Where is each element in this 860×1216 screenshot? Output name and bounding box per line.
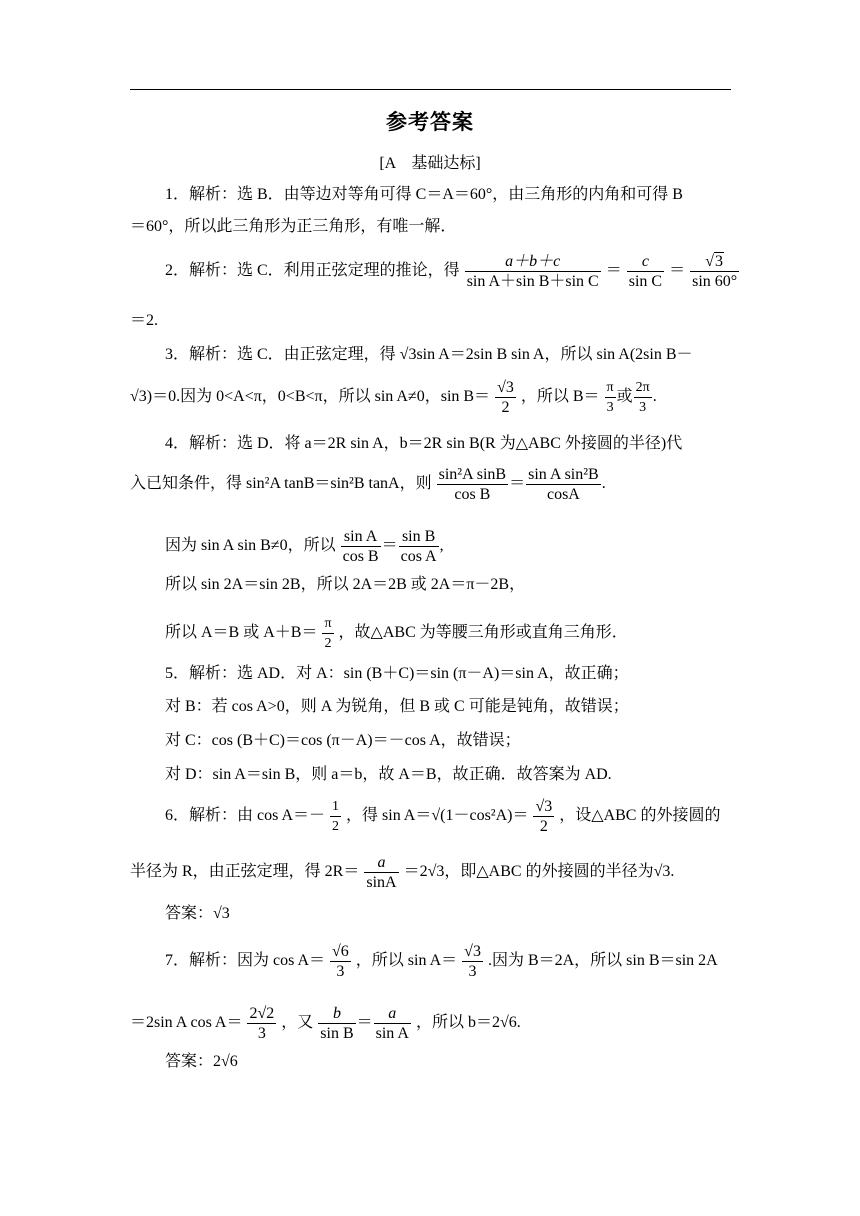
p2-line2: ＝2. [130,312,159,329]
p5-line1: 5．解析：选 AD．对 A：sin (B＋C)＝sin (π－A)＝sin A，故正确； [165,665,629,682]
p4-line4: 所以 sin 2A＝sin 2B，所以 2A＝2B 或 2A＝π－2B， [165,576,526,593]
p7-answer: 答案：2√6 [165,1053,238,1070]
p1-line1: 1．解析：选 B．由等边对等角可得 C＝A＝60°，由三角形的内角和可得 B [165,186,683,203]
p4-fraction-3: $\frac{\text{sin A}}{\text{cos B}}$ [342,528,379,565]
p3-line1: 3．解析：选 C．由正弦定理，得 √3sin A＝2sin B sin A，所以 sin A(2sin B－ [165,346,693,363]
p3-line2: √3)＝0.因为 0<A<π，0<B<π，所以 sin A≠0，sin B＝ $\frac{√3}{2}$ ，所以 B＝ $\frac{\pi}{3}$ 或 $\frac{2\pi}{3}$ . [130,379,657,416]
p4-line3: 因为 sin A sin B≠0，所以 $\frac{\text{sin A}}{\text{cos B}}$ ＝ $\frac{\text{sin B}}{\text{cos A}}$ , [165,528,444,565]
p7-line2: ＝2sin A cos A＝ $\frac{2√2}{3}$ ，又 $\frac{b}{\text{sin B}}$ ＝ $\frac{a}{\text{sin A}}$ ，所以 b＝2√6. [130,1005,521,1042]
p3-fraction-1: $\frac{√3}{2}$ [497,379,514,416]
p4-line1: 4．解析：选 D．将 a＝2R sin A，b＝2R sin B(R 为△ABC 外接圆的半径)代 [165,435,683,452]
p4-fraction-4: $\frac{\text{sin B}}{\text{cos A}}$ [400,528,437,565]
p5-line2: 对 B：若 cos A>0，则 A 为锐角，但 B 或 C 可能是钝角，故错误； [165,698,629,715]
p3-fraction-2: $\frac{\pi}{3}$ [606,380,614,415]
p7-fraction-5: $\frac{a}{\text{sin A}}$ [375,1005,409,1042]
p4-fraction-5: $\frac{\pi}{2}$ [324,616,332,651]
p3-fraction-3: $\frac{2\pi}{3}$ [635,380,650,415]
p4-line2: 入已知条件，得 sin²A tanB＝sin²B tanA，则 $\frac{\text{sin²A sinB}}{\text{cos B}}$ ＝ $\frac{\text{sin A sin²B}}{\cos A}$ . [130,466,606,503]
p1-line2: ＝60°，所以此三角形为正三角形，有唯一解． [130,218,457,235]
p6-line2: 半径为 R，由正弦定理，得 2R＝ $\frac{a}{\sin A}$ ＝2√3，即△ABC 的外接圆的半径为√3. [130,854,675,891]
p6-line1: 6．解析：由 cos A＝－ $\frac{1}{2}$ ，得 sin A＝√(1－cos²A)＝ $\frac{√3}{2}$ ，设△ABC 的外接圆的 [165,798,721,835]
p6-fraction-3: $\frac{a}{\sin A}$ [366,854,397,891]
p2-fraction-2: $\frac{c}{\text{sin C}}$ [628,253,663,290]
p2-fraction-1: $\frac{a+b+c}{\text{sin A＋sin B＋sin C}}$ [466,253,599,290]
p2-line1: 2．解析：选 C．利用正弦定理的推论，得 $\frac{a+b+c}{\text{sin A＋sin B＋sin C}}$ ＝ $\frac{c}{\text{sin C}}$ ＝ $\frac{√3}{\sin 60^\circ}$ [165,253,738,290]
p6-fraction-1: $\frac{1}{2}$ [332,799,340,834]
p7-line1: 7．解析：因为 cos A＝ $\frac{√6}{3}$ ，所以 sin A＝ $\frac{√3}{3}$ .因为 B＝2A，所以 sin B＝sin 2A [165,943,718,980]
p7-fraction-2: $\frac{√3}{3}$ [464,943,481,980]
p4-line5: 所以 A＝B 或 A＋B＝ $\frac{\pi}{2}$ ，故△ABC 为等腰三角形或直角三角形． [165,616,628,651]
p5-line4: 对 D：sin A＝sin B，则 a＝b，故 A＝B，故正确．故答案为 AD. [165,766,612,783]
p2-fraction-3: $\frac{√3}{\sin 60^\circ}$ [692,253,738,290]
p4-fraction-1: $\frac{\text{sin²A sinB}}{\text{cos B}}$ [438,466,507,503]
p7-fraction-1: $\frac{√6}{3}$ [332,943,349,980]
p6-fraction-2: $\frac{√3}{2}$ [535,798,553,835]
p7-fraction-3: $\frac{2√2}{3}$ [249,1005,275,1042]
p5-line3: 对 C：cos (B＋C)＝cos (π－A)＝－cos A，故错误； [165,732,521,749]
p2-head: 2．解析：选 C．利用正弦定理的推论，得 [165,262,460,280]
p6-answer: 答案：√3 [165,905,230,922]
page-title: 参考答案 [386,110,474,134]
section-heading: [A 基础达标] [379,155,481,172]
p4-fraction-2: $\frac{\text{sin A sin²B}}{\cos A}$ [528,466,599,503]
top-rule [130,89,731,90]
p7-fraction-4: $\frac{b}{\text{sin B}}$ [320,1005,354,1042]
